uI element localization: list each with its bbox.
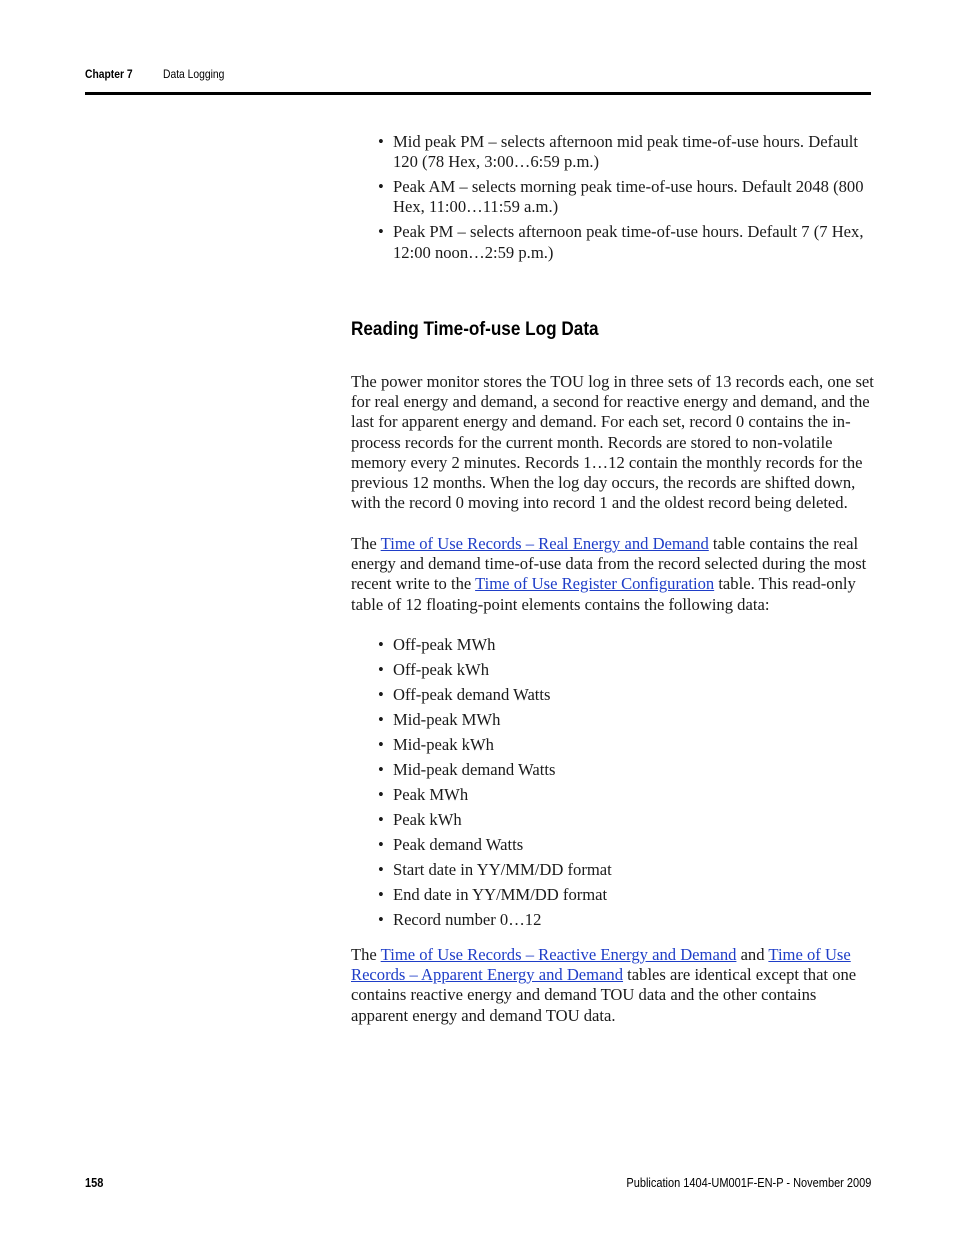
- list-item: • Off-peak demand Watts: [378, 684, 551, 704]
- bullet-icon: •: [378, 884, 384, 904]
- body-block: [351, 372, 876, 1026]
- publication-info: Publication 1404-UM001F-EN-P - November 2009: [626, 1176, 871, 1190]
- section-heading: Reading Time-of-use Log Data: [351, 318, 599, 340]
- list-item: • Off-peak MWh: [378, 634, 496, 654]
- bullet-icon: •: [378, 909, 384, 929]
- list-item: • Peak MWh: [378, 784, 469, 804]
- bullet-icon: •: [378, 684, 384, 704]
- bullet-icon: •: [378, 859, 384, 879]
- list-item: • Mid-peak kWh: [378, 734, 494, 754]
- bullet-icon: •: [378, 634, 384, 654]
- section-label: Data Logging: [163, 67, 225, 81]
- top-bullet-list: [351, 132, 876, 263]
- page-number: 158: [85, 1176, 104, 1190]
- list-item: • Mid-peak MWh: [378, 709, 501, 729]
- bullet-icon: •: [378, 734, 384, 754]
- link-apparent-energy-records[interactable]: Time of Use Records – Apparent Energy and Demand: [351, 945, 851, 985]
- bullet-icon: •: [378, 709, 384, 729]
- list-item: • Mid-peak demand Watts: [378, 759, 556, 779]
- bullet-icon: •: [378, 834, 384, 854]
- link-reactive-energy-records[interactable]: Time of Use Records – Reactive Energy and Demand: [380, 945, 737, 965]
- link-real-energy-records[interactable]: Time of Use Records – Real Energy and Demand: [380, 534, 709, 554]
- chapter-label: Chapter 7: [85, 67, 133, 81]
- list-item: • Peak demand Watts: [378, 834, 524, 854]
- list-item: • Peak AM – selects morning peak time-of-use hours. Default 2048 (800 Hex, 11:00…11:59 a.m.): [378, 177, 864, 217]
- bullet-icon: •: [378, 759, 384, 779]
- bullet-icon: •: [378, 809, 384, 829]
- bullet-icon: •: [378, 222, 384, 242]
- data-element-list: [351, 635, 876, 930]
- list-item: • Record number 0…12: [378, 909, 542, 929]
- list-item: • Mid peak PM – selects afternoon mid peak time-of-use hours. Default 120 (78 Hex, 3:00…6:59 p.m.): [378, 132, 858, 172]
- list-item: • Start date in YY/MM/DD format: [378, 859, 612, 879]
- list-item: • End date in YY/MM/DD format: [378, 884, 608, 904]
- list-item: • Off-peak kWh: [378, 659, 489, 679]
- list-item: • Peak PM – selects afternoon peak time-of-use hours. Default 7 (7 Hex, 12:00 noon…2:59 p.m.): [378, 222, 864, 262]
- bullet-icon: •: [378, 132, 384, 151]
- page-header: [85, 66, 871, 95]
- paragraph-tou-storage: The power monitor stores the TOU log in three sets of 13 records each, one set for real energy and demand, a second for reactive energy and demand, and the last for apparent energy and demand. For each set, record 0 contains the in-process records for the current month. Records are stored to non-volatile memory every 2 minutes. Records 1…12 contain the monthly records for the previous 12 months. When the log day occurs, the records are shifted down, with the record 0 moving into record 1 and the oldest record being deleted.: [351, 372, 874, 513]
- bullet-icon: •: [378, 784, 384, 804]
- bullet-icon: •: [378, 177, 384, 197]
- paragraph-real-energy: The Time of Use Records – Real Energy and Demand table contains the real energy and demand time-of-use data from the record selected during the most recent write to the Time of Use Register Configuration table. This read-only table of 12 floating-point elements contains the following data:: [351, 534, 867, 614]
- list-item: • Peak kWh: [378, 809, 462, 829]
- paragraph-reactive-apparent: The Time of Use Records – Reactive Energy and Demand and Time of Use Records – Apparent Energy and Demand tables are identical except that one contains reactive energy and demand TOU data and the other contains apparent energy and demand TOU data.: [351, 945, 857, 1025]
- bullet-icon: •: [378, 659, 384, 679]
- link-register-configuration[interactable]: Time of Use Register Configuration: [475, 574, 715, 594]
- top-bullets-block: [351, 132, 876, 268]
